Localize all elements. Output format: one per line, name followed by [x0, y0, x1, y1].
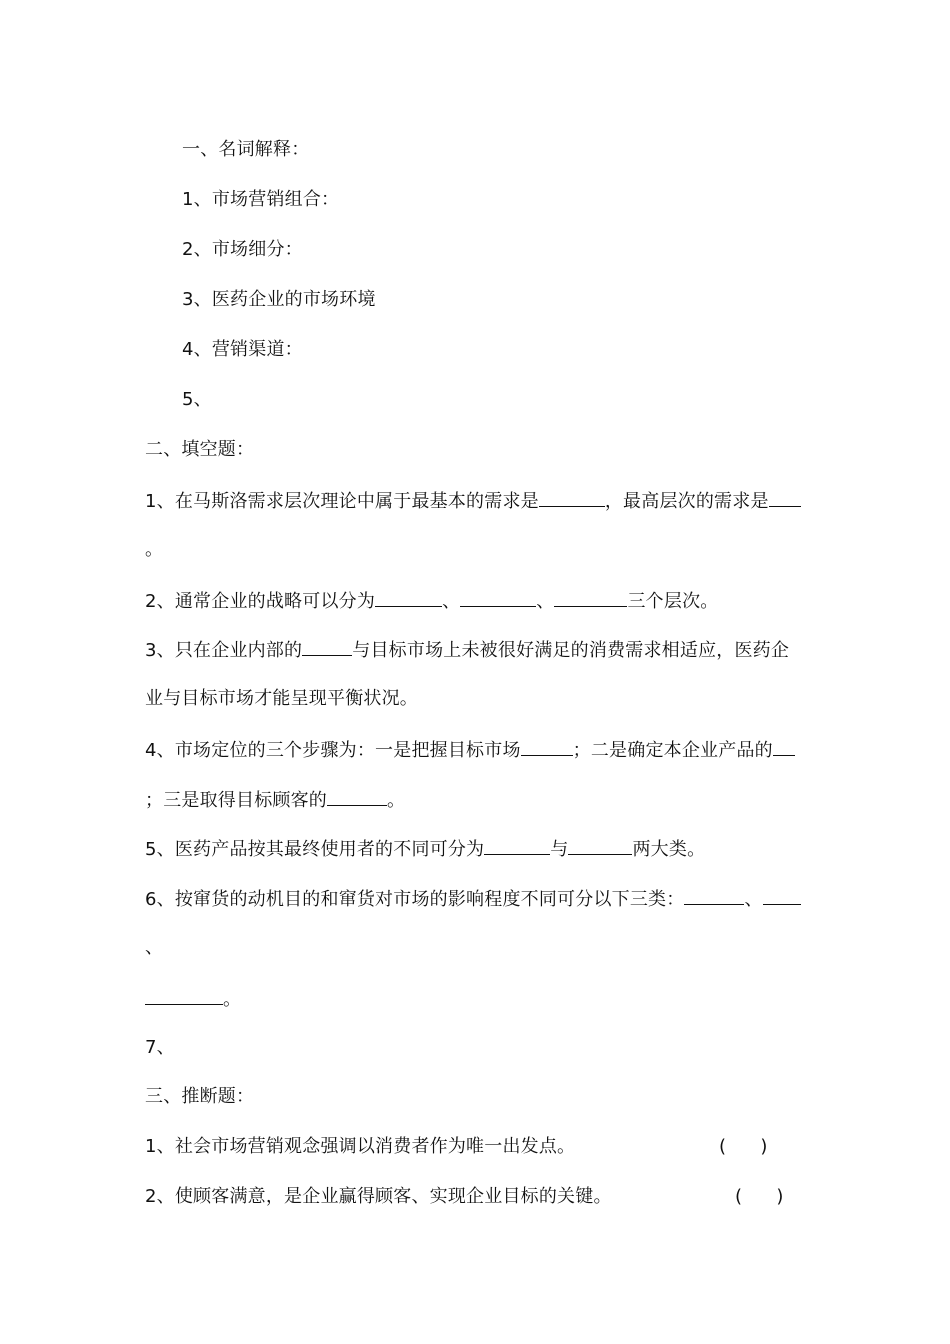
question-text: 与 — [550, 839, 569, 860]
fill-question-5 — [145, 835, 705, 863]
judgment-question-1: 1、社会市场营销观念强调以消费者作为唯一出发点。 — [145, 1136, 576, 1157]
question-continuation: 、 — [145, 937, 164, 958]
answer-parentheses: ( ) — [735, 1186, 784, 1207]
answer-blank — [769, 487, 801, 507]
question-text: ；三是取得目标顾客的 — [145, 790, 327, 811]
term-item: 1、市场营销组合： — [182, 189, 340, 210]
section2-heading: 二、填空题： — [145, 439, 255, 460]
question-continuation — [145, 985, 241, 1013]
question-text: 两大类。 — [632, 839, 706, 860]
question-continuation — [145, 786, 405, 814]
fill-question-6 — [145, 885, 801, 913]
term-item: 5、 — [182, 389, 212, 410]
answer-blank — [484, 835, 550, 855]
question-text: 、 — [744, 889, 763, 910]
question-text: 三个层次。 — [627, 591, 719, 612]
question-text: 、 — [536, 591, 555, 612]
answer-blank — [375, 587, 442, 607]
question-text: 6、按窜货的动机目的和窜货对市场的影响程度不同可分以下三类： — [145, 889, 685, 910]
fill-question-2 — [145, 587, 718, 615]
term-item: 4、营销渠道： — [182, 339, 303, 360]
answer-blank — [773, 736, 795, 756]
answer-blank — [568, 835, 632, 855]
question-text: ，最高层次的需求是 — [604, 491, 769, 512]
question-text: 。 — [387, 790, 406, 811]
question-text: 。 — [223, 989, 242, 1010]
fill-question-3 — [145, 636, 789, 664]
question-text: ；二是确定本企业产品的 — [572, 740, 773, 761]
answer-blank — [327, 786, 387, 806]
answer-blank — [763, 885, 801, 905]
answer-blank — [145, 985, 223, 1005]
question-text: 与目标市场上未被很好满足的消费需求相适应，医药企 — [352, 640, 790, 661]
question-continuation: 。 — [145, 539, 164, 560]
question-text: 4、市场定位的三个步骤为：一是把握目标市场 — [145, 740, 521, 761]
answer-blank — [539, 487, 605, 507]
answer-blank — [684, 885, 744, 905]
answer-blank — [460, 587, 536, 607]
answer-blank — [521, 736, 573, 756]
question-text: 1、在马斯洛需求层次理论中属于最基本的需求是 — [145, 491, 539, 512]
question-text: 2、通常企业的战略可以分为 — [145, 591, 376, 612]
section3-heading: 三、推断题： — [145, 1086, 255, 1107]
question-continuation: 业与目标市场才能呈现平衡状况。 — [145, 688, 418, 709]
judgment-question-2: 2、使顾客满意，是企业赢得顾客、实现企业目标的关键。 — [145, 1186, 612, 1207]
fill-question-4 — [145, 736, 795, 764]
fill-question-1 — [145, 487, 801, 515]
question-text: 、 — [442, 591, 461, 612]
answer-parentheses: ( ) — [719, 1136, 768, 1157]
answer-blank — [554, 587, 627, 607]
fill-question-7: 7、 — [145, 1037, 175, 1058]
answer-blank — [302, 636, 352, 656]
term-item: 3、医药企业的市场环境 — [182, 289, 376, 310]
section1-heading: 一、名词解释： — [182, 139, 310, 160]
question-text: 5、医药产品按其最终使用者的不同可分为 — [145, 839, 485, 860]
question-text: 3、只在企业内部的 — [145, 640, 303, 661]
term-item: 2、市场细分： — [182, 239, 303, 260]
